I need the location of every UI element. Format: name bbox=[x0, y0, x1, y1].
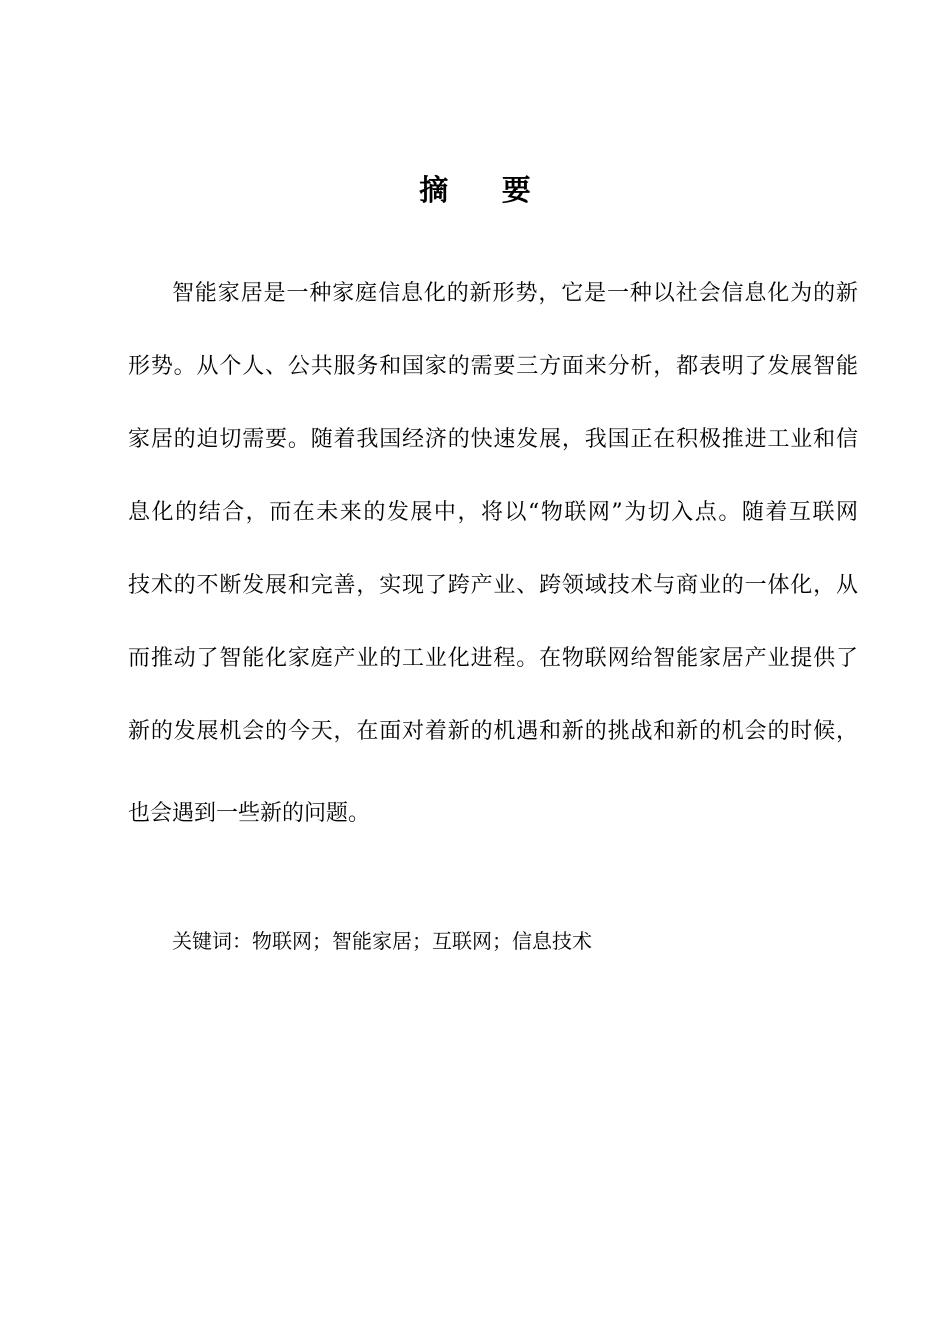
abstract-line: 也会遇到一些新的问题。 bbox=[128, 801, 371, 826]
abstract-line: 家居的迫切需要。随着我国经济的快速发展，我国正在积极推进工业和信 bbox=[128, 427, 858, 452]
keywords-line: 关键词：物联网；智能家居；互联网；信息技术 bbox=[172, 929, 592, 953]
abstract-line: 智能家居是一种家庭信息化的新形势，它是一种以社会信息化为的新 bbox=[172, 281, 858, 306]
page-title: 摘 要 bbox=[419, 173, 553, 207]
abstract-line: 息化的结合，而在未来的发展中，将以“物联网”为切入点。随着互联网 bbox=[128, 500, 858, 525]
abstract-line: 新的发展机会的今天，在面对着新的机遇和新的挑战和新的机会的时候， bbox=[128, 719, 858, 744]
abstract-line: 形势。从个人、公共服务和国家的需要三方面来分析，都表明了发展智能 bbox=[128, 354, 858, 379]
abstract-line: 而推动了智能化家庭产业的工业化进程。在物联网给智能家居产业提供了 bbox=[128, 646, 858, 671]
abstract-line: 技术的不断发展和完善，实现了跨产业、跨领域技术与商业的一体化，从 bbox=[128, 573, 858, 598]
